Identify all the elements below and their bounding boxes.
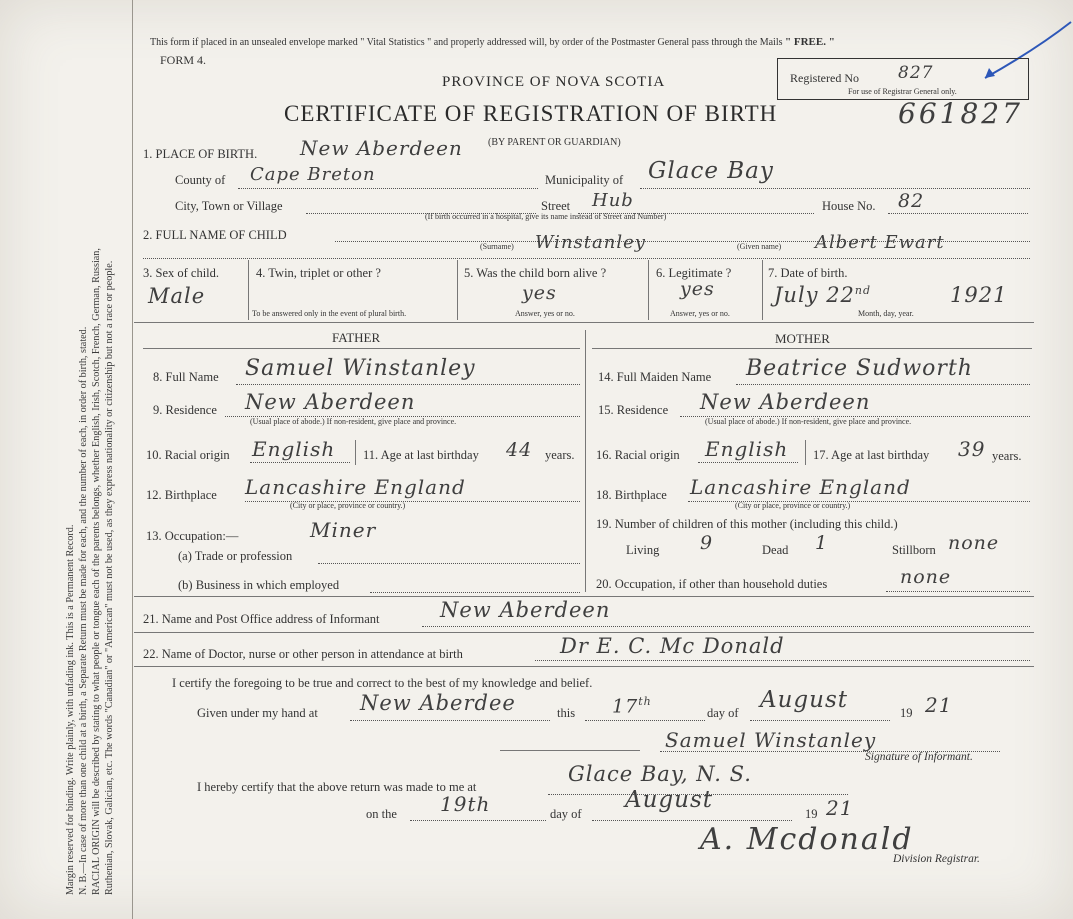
county-value: Cape Breton [250, 164, 376, 185]
margin-note-1: Margin reserved for binding. Write plainly, with unfading ink. This is a Permanent Record. [65, 524, 76, 895]
birth-year: 1921 [950, 283, 1008, 307]
living-value: 9 [700, 532, 714, 554]
mother-name-line [736, 384, 1030, 385]
mother-racial-label: 16. Racial origin [596, 448, 680, 462]
municipality-line [640, 188, 1030, 189]
margin-note-4: Ruthenian, Slovak, Galician, etc. The words "Canadian" or "American" must not be used, as they express nationality or citizenship but not a race or people. [104, 260, 115, 895]
divider [248, 260, 249, 320]
mother-residence-value: New Aberdeen [700, 390, 871, 414]
father-age-label: 11. Age at last birthday [363, 448, 479, 462]
father-racial-value: English [252, 437, 336, 461]
mother-name-label: 14. Full Maiden Name [598, 370, 712, 384]
mother-occupation-line [886, 591, 1030, 592]
mother-racial-line [698, 462, 798, 463]
registrar-month-value: August [625, 787, 714, 813]
father-birthplace-note: (City or place, province or country.) [290, 501, 406, 510]
mother-years: years. [992, 449, 1022, 463]
by-parent-note: (BY PARENT OR GUARDIAN) [488, 137, 621, 148]
registrar-month-line [592, 820, 792, 821]
margin-note-3: RACIAL ORIGIN will be described by stating to what people or tongue each of the parents belongs, whether English, Irish, Scotch, French, German, Russian, [91, 248, 102, 895]
father-residence-label: 9. Residence [153, 403, 217, 417]
given-name-label: (Given name) [737, 242, 782, 251]
divider [762, 260, 763, 320]
child-name-label: 2. FULL NAME OF CHILD [143, 228, 287, 242]
given-day-line [585, 720, 705, 721]
mother-age-label: 17. Age at last birthday [813, 448, 930, 462]
father-racial-label: 10. Racial origin [146, 448, 230, 462]
date-note: Month, day, year. [858, 309, 914, 318]
registered-label: Registered No [790, 71, 859, 85]
mother-birthplace-label: 18. Birthplace [596, 488, 667, 502]
given-name-value: Albert Ewart [815, 232, 945, 253]
father-occupation-value: Miner [310, 518, 377, 542]
father-heading-rule [143, 348, 580, 349]
this-label: this [557, 706, 576, 720]
signature-of-informant-label: Signature of Informant. [865, 751, 973, 763]
mother-birthplace-note: (City or place, province or country.) [735, 501, 851, 510]
informant-value: New Aberdeen [440, 598, 611, 622]
on-the-label: on the [366, 807, 397, 821]
father-residence-value: New Aberdeen [245, 390, 416, 414]
form-number: FORM 4. [160, 53, 207, 67]
mother-residence-label: 15. Residence [598, 403, 669, 417]
house-value: 82 [898, 190, 925, 212]
margin-notes [64, 25, 116, 895]
registrar-year-prefix: 19 [805, 807, 818, 821]
mail-note [150, 36, 835, 48]
living-label: Living [626, 543, 660, 557]
county-label: County of [175, 173, 226, 187]
father-trade-line [318, 563, 580, 564]
division-registrar-label: Division Registrar. [893, 853, 980, 865]
father-name-label: 8. Full Name [153, 370, 219, 384]
birth-day-suffix: nd [854, 284, 872, 297]
sex-value: Male [148, 284, 206, 308]
given-place-value: New Aberdee [360, 691, 516, 715]
father-name-value: Samuel Winstanley [245, 356, 476, 381]
doctor-value: Dr E. C. Mc Donald [560, 634, 785, 658]
column-divider [585, 330, 586, 592]
father-age-value: 44 [506, 439, 533, 461]
informant-label: 21. Name and Post Office address of Informant [143, 612, 380, 626]
municipality-label: Municipality of [545, 173, 624, 187]
mother-name-value: Beatrice Sudworth [746, 356, 973, 381]
section-rule [134, 666, 1034, 667]
alive-label: 5. Was the child born alive ? [464, 266, 607, 280]
registrar-only-note: For use of Registrar General only. [848, 87, 957, 96]
surname-label: (Surname) [480, 242, 514, 251]
given-under-label: Given under my hand at [197, 706, 318, 720]
given-place-line [350, 720, 550, 721]
given-month-value: August [760, 687, 849, 713]
registered-number-box [777, 58, 1029, 100]
stillborn-label: Stillborn [892, 543, 936, 557]
house-line [888, 213, 1028, 214]
date-of-birth-label: 7. Date of birth. [768, 266, 848, 280]
mother-occupation-label: 20. Occupation, if other than household duties [596, 577, 828, 591]
certify-text: I certify the foregoing to be true and correct to the best of my knowledge and belief. [172, 676, 593, 690]
mother-heading: MOTHER [775, 331, 830, 346]
given-year-prefix: 19 [900, 706, 913, 720]
province-heading: PROVINCE OF NOVA SCOTIA [442, 74, 666, 90]
children-count-label: 19. Number of children of this mother (including this child.) [596, 517, 898, 531]
registrar-year-value: 21 [826, 796, 854, 820]
father-trade-label: (a) Trade or profession [178, 549, 293, 563]
divider [648, 260, 649, 320]
section-rule [134, 632, 1034, 633]
dead-label: Dead [762, 543, 789, 557]
mother-birthplace-value: Lancashire England [690, 475, 911, 499]
municipality-value: Glace Bay [648, 158, 774, 184]
street-label: Street [541, 199, 571, 213]
given-day-value [612, 695, 652, 717]
certificate-number: 661827 [898, 97, 1023, 130]
alive-note: Answer, yes or no. [515, 309, 575, 318]
hospital-note: (If birth occurred in a hospital, give its name instead of Street and Number) [425, 212, 667, 221]
given-day-suffix: th [638, 695, 652, 708]
legitimate-value: yes [680, 278, 715, 300]
father-residence-note: (Usual place of abode.) If non-resident, give place and province. [250, 417, 457, 426]
alive-value: yes [522, 282, 557, 304]
house-label: House No. [822, 199, 876, 213]
date-of-birth-value [774, 283, 871, 307]
father-years: years. [545, 448, 575, 462]
registrar-certify-text: I hereby certify that the above return was made to me at [197, 780, 477, 794]
section-rule [134, 322, 1034, 323]
child-name-line [143, 258, 1030, 259]
legitimate-label: 6. Legitimate ? [656, 266, 732, 280]
registrar-day-of-label: day of [550, 807, 582, 821]
father-name-line [236, 384, 580, 385]
registrar-day-value: 19th [440, 792, 491, 816]
signature-dash-line [500, 750, 640, 751]
doctor-line [535, 660, 1030, 661]
city-label: City, Town or Village [175, 199, 283, 213]
sex-label: 3. Sex of child. [143, 266, 220, 280]
father-birthplace-label: 12. Birthplace [146, 488, 217, 502]
mail-note-text: This form if placed in an unsealed envelope marked " Vital Statistics " and properly addressed will, by order of the Postmaster General pass through the Mails [150, 37, 783, 48]
free-mark: " FREE. " [785, 36, 835, 48]
given-year-value: 21 [925, 693, 953, 717]
father-birthplace-value: Lancashire England [245, 475, 466, 499]
place-of-birth-value: New Aberdeen [300, 136, 463, 160]
mother-occupation-value: none [900, 566, 952, 588]
section-rule [134, 596, 1034, 597]
county-line [238, 188, 538, 189]
dead-value: 1 [815, 532, 829, 554]
doctor-label: 22. Name of Doctor, nurse or other person in attendance at birth [143, 647, 463, 661]
legitimate-note: Answer, yes or no. [670, 309, 730, 318]
father-heading: FATHER [332, 330, 381, 345]
divider [355, 440, 356, 465]
birth-month-day: July 22 [774, 283, 855, 307]
divider [805, 440, 806, 465]
divider [457, 260, 458, 320]
stillborn-value: none [948, 532, 1000, 554]
mother-heading-rule [592, 348, 1032, 349]
street-value: Hub [592, 190, 634, 211]
mother-racial-value: English [705, 437, 789, 461]
registrar-place-value: Glace Bay, N. S. [568, 762, 752, 786]
page-title: CERTIFICATE OF REGISTRATION OF BIRTH [284, 101, 778, 126]
given-day-number: 17 [612, 695, 639, 718]
given-month-line [750, 720, 890, 721]
twin-note: To be answered only in the event of plural birth. [252, 309, 407, 318]
margin-note-2: N. B.—In case of more than one child at a birth, a Separate Return must be made for each, and the number of each, in order of birth, stated. [78, 326, 89, 895]
day-of-label: day of [707, 706, 739, 720]
informant-line [422, 626, 1030, 627]
surname-value: Winstanley [535, 232, 646, 253]
place-of-birth-label: 1. PLACE OF BIRTH. [143, 147, 258, 161]
mother-residence-note: (Usual place of abode.) If non-resident, give place and province. [705, 417, 912, 426]
registered-value: 827 [898, 63, 934, 83]
twin-label: 4. Twin, triplet or other ? [256, 266, 381, 280]
mother-age-value: 39 [958, 437, 986, 461]
father-occupation-label: 13. Occupation:— [146, 529, 239, 543]
informant-signature: Samuel Winstanley [665, 728, 877, 752]
registrar-signature: A. Mcdonald [700, 822, 914, 857]
father-racial-line [250, 462, 350, 463]
father-business-label: (b) Business in which employed [178, 578, 340, 592]
registrar-day-line [410, 820, 546, 821]
father-business-line [370, 592, 580, 593]
